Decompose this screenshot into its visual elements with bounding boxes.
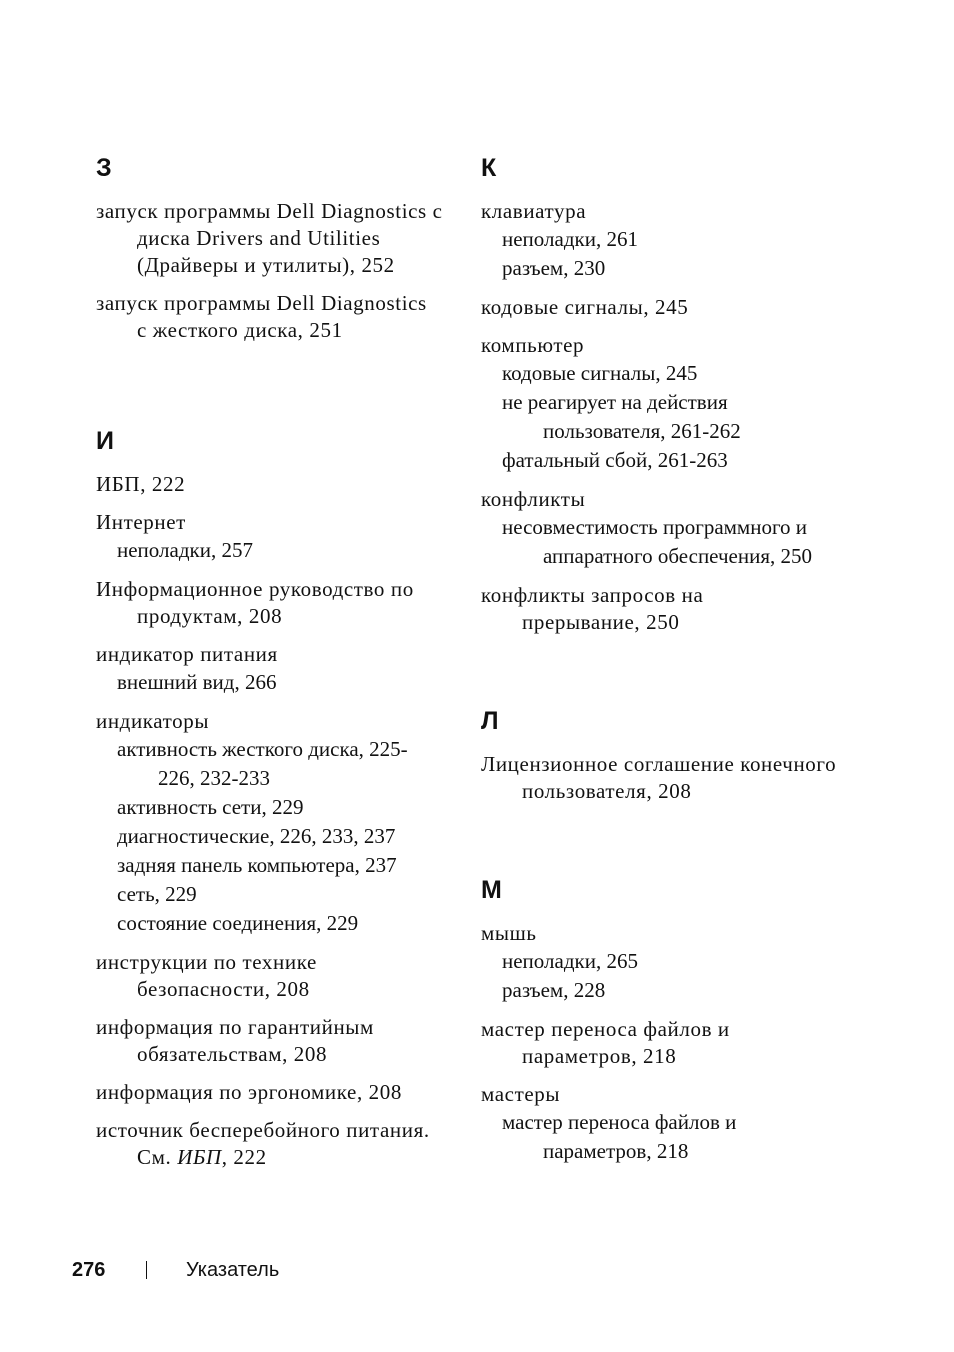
index-entry — [481, 582, 881, 636]
entry-main: запуск программы Dell Diagnostics с диска Drivers and Utilities (Драйверы и утилиты), 252 — [96, 199, 443, 277]
entry-main: Лицензионное соглашение конечного пользователя, 208 — [481, 752, 837, 803]
index-entry — [96, 576, 466, 630]
index-entry — [481, 332, 881, 475]
index-entry — [481, 920, 881, 1005]
entry-sub: фатальный сбой, 261-263 — [502, 448, 728, 472]
index-entry — [96, 641, 466, 697]
entry-main: клавиатура — [481, 199, 587, 223]
entry-sub: задняя панель компьютера, 237 — [117, 853, 397, 877]
entry-sub: состояние соединения, 229 — [117, 911, 359, 935]
section-letter: К — [481, 154, 497, 182]
index-entry — [96, 471, 466, 498]
entry-main: ИБП, 222 — [96, 472, 186, 496]
entry-sub: неполадки, 257 — [117, 538, 253, 562]
index-entry — [96, 1079, 466, 1106]
entry-sub: неполадки, 261 — [502, 227, 638, 251]
entry-sub: мастер переноса файлов и параметров, 218 — [502, 1110, 737, 1163]
index-entry — [96, 290, 466, 344]
index-entry — [481, 751, 881, 805]
section-letter: Л — [481, 707, 499, 735]
entry-main: компьютер — [481, 333, 585, 357]
index-entry — [96, 1014, 466, 1068]
entry-main: Интернет — [96, 510, 186, 534]
index-entry — [481, 486, 881, 571]
footer-divider — [146, 1261, 147, 1279]
index-entry — [481, 1081, 881, 1166]
index-entry — [96, 708, 466, 938]
entry-sub: активность сети, 229 — [117, 795, 304, 819]
entry-main: кодовые сигналы, 245 — [481, 295, 689, 319]
entry-sub: активность жесткого диска, 225-226, 232-233 — [117, 737, 408, 790]
section-letter: И — [96, 427, 114, 455]
entry-main: информация по эргономике, 208 — [96, 1080, 402, 1104]
entry-sub: диагностические, 226, 233, 237 — [117, 824, 396, 848]
section-letter: З — [96, 154, 112, 182]
entry-main: информация по гарантийным обязательствам, 208 — [96, 1015, 374, 1066]
index-entry — [481, 1016, 881, 1070]
entry-main: мышь — [481, 921, 537, 945]
entry-sub: разъем, 230 — [502, 256, 606, 280]
entry-sub: несовместимость программного и аппаратного обеспечения, 250 — [502, 515, 813, 568]
section-title: Указатель — [186, 1259, 280, 1281]
index-column-left — [96, 150, 466, 1182]
page-number: 276 — [72, 1259, 106, 1281]
entry-sub: не реагирует на действия пользователя, 261-262 — [502, 390, 741, 443]
entry-main: запуск программы Dell Diagnostics с жесткого диска, 251 — [96, 291, 427, 342]
index-entry — [96, 198, 466, 279]
index-entry — [481, 198, 881, 283]
entry-main: конфликты запросов на прерывание, 250 — [481, 583, 704, 634]
entry-main: источник бесперебойного питания. См. ИБП, 222 — [96, 1118, 430, 1169]
entry-main: индикатор питания — [96, 642, 278, 666]
entry-sub: сеть, 229 — [117, 882, 197, 906]
entry-main: индикаторы — [96, 709, 210, 733]
entry-main: конфликты — [481, 487, 586, 511]
index-entry — [96, 1117, 466, 1171]
entry-sub: неполадки, 265 — [502, 949, 638, 973]
index-entry — [96, 949, 466, 1003]
section-letter: М — [481, 876, 502, 904]
entry-main: Информационное руководство по продуктам, 208 — [96, 577, 414, 628]
index-entry — [96, 509, 466, 565]
entry-sub: разъем, 228 — [502, 978, 606, 1002]
index-entry — [481, 294, 881, 321]
entry-sub: кодовые сигналы, 245 — [502, 361, 698, 385]
index-column-right — [481, 150, 881, 1177]
entry-main: мастеры — [481, 1082, 561, 1106]
entry-main: мастер переноса файлов и параметров, 218 — [481, 1017, 730, 1068]
entry-main: инструкции по технике безопасности, 208 — [96, 950, 317, 1001]
entry-sub: внешний вид, 266 — [117, 670, 277, 694]
